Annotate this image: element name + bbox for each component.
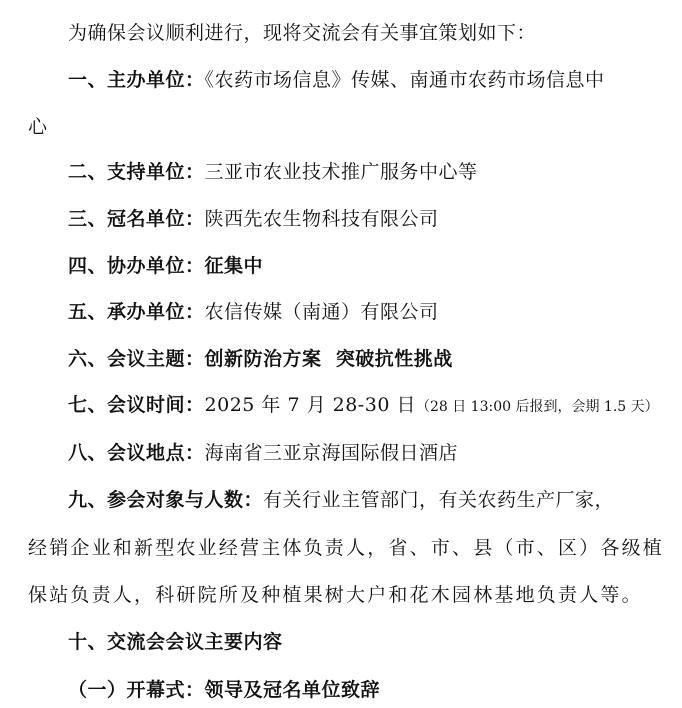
sub-item-value: 领导及冠名单位致辞 <box>204 679 381 701</box>
item-participants-continued: 经销企业和新型农业经营主体负责人，省、市、县（市、区）各级植 <box>28 537 665 559</box>
item-label: 支持单位： <box>107 161 205 183</box>
item-label: 交流会会议主要内容 <box>107 631 283 653</box>
item-note: （28 日 13:00 后报到，会期 1.5 天） <box>415 399 659 415</box>
item-organizer-continued: 心 <box>28 116 48 138</box>
sub-item-opening <box>68 678 380 702</box>
item-theme <box>68 347 453 371</box>
item-number: 八、 <box>68 442 108 464</box>
item-value: 征集中 <box>204 255 264 277</box>
item-value: 有关行业主管部门，有关农药生产厂家， <box>263 489 615 511</box>
item-value: 海南省三亚京海国际假日酒店 <box>204 442 459 464</box>
item-value: 《农药市场信息》传媒、南通市农药市场信息中 <box>204 69 605 91</box>
item-number: 三、 <box>68 208 108 230</box>
sub-item-number: （一） <box>68 679 127 701</box>
item-number: 十、 <box>68 631 108 653</box>
item-label: 会议地点： <box>107 442 205 464</box>
item-number: 一、 <box>68 69 108 91</box>
item-label: 承办单位： <box>107 301 205 323</box>
item-number: 六、 <box>68 348 108 370</box>
item-participants <box>68 488 614 512</box>
item-number: 七、 <box>68 394 108 416</box>
item-venue <box>68 441 458 465</box>
item-participants-continued-2: 保站负责人，科研院所及种植果树大户和花木园林基地负责人等。 <box>28 584 643 606</box>
item-value: 创新防治方案 突破抗性挑战 <box>204 348 453 370</box>
item-value: 陕西先农生物科技有限公司 <box>204 208 439 230</box>
item-label: 主办单位： <box>107 69 205 91</box>
item-number: 五、 <box>68 301 108 323</box>
sub-item-label: 开幕式： <box>126 679 205 701</box>
item-host <box>68 300 439 324</box>
item-value: 2025 年 7 月 28-30 日 <box>204 394 416 416</box>
item-time <box>68 393 659 419</box>
intro-paragraph: 为确保会议顺利进行，现将交流会有关事宜策划如下： <box>68 22 537 44</box>
item-number: 四、 <box>68 255 108 277</box>
item-co-organizer <box>68 254 263 278</box>
item-label: 冠名单位： <box>107 208 205 230</box>
item-value: 三亚市农业技术推广服务中心等 <box>204 161 478 183</box>
item-label: 参会对象与人数： <box>107 489 264 511</box>
item-title-sponsor <box>68 207 439 231</box>
item-number: 九、 <box>68 489 108 511</box>
item-number: 二、 <box>68 161 108 183</box>
item-supporter <box>68 160 478 184</box>
item-label: 协办单位： <box>107 255 205 277</box>
item-label: 会议时间： <box>107 394 205 416</box>
item-main-content <box>68 630 283 654</box>
item-label: 会议主题： <box>107 348 205 370</box>
item-value: 农信传媒（南通）有限公司 <box>204 301 439 323</box>
item-organizer <box>68 68 605 92</box>
